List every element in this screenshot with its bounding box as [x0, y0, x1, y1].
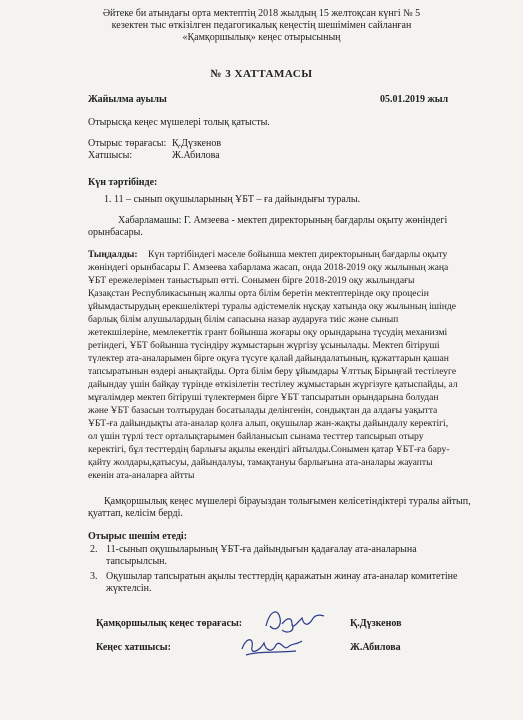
- agenda-heading: Күн тәртібінде:: [88, 177, 158, 188]
- listened-line: жетекшілеріне, мемлекеттік грант бойынша жоғары оқу орындарына түсудің механизмі: [88, 327, 448, 338]
- speaker-line-1: Хабарламашы: Г. Амзеева - мектеп директорының бағдарлы оқыту жөніндегі: [118, 215, 448, 226]
- sign-secretary-label: Кеңес хатшысы:: [96, 642, 171, 653]
- chair-label: Отырыс төрағасы:: [88, 138, 167, 149]
- listened-line: ҰБТ-ға дайындықты ата-аналар қолға алып, оқушылар жан-жақты дайындалу керектігі,: [88, 418, 449, 429]
- listened-line: барлық білім алушылардың білім сапасына назар аударуға тиіс және сынып: [88, 314, 399, 325]
- decision-number: 2.: [90, 544, 98, 555]
- listened-line: дайындау үшін байқау түрінде өткізілетін тестілеу жұмыстарын жүргізуге қатыспайды, ал: [88, 379, 458, 390]
- council-note-line-2: қуаттап, келісім берді.: [88, 508, 183, 519]
- secretary-name: Ж.Абилова: [172, 150, 220, 161]
- attendance-note: Отырысқа кеңес мүшелері толық қатысты.: [88, 117, 270, 128]
- decision-line: тапсырылсын.: [106, 556, 168, 567]
- decision-line: 11-сынып оқушыларының ҰБТ-ға дайындығын қадағалау ата-аналарына: [106, 544, 417, 555]
- header-line-3: «Қамқоршылық» кеңес отырысының: [182, 32, 341, 43]
- listened-line: мұғалімдер мектеп бітіруші түлектермен бірге ҰБТ тапсыратын орындарына болудан: [88, 392, 439, 403]
- listened-line: және ҰБТ базасын толтырудан босатылады делінгенін, сондықтан да алдағы уақытта: [88, 405, 438, 416]
- place: Жайылма ауылы: [88, 94, 167, 105]
- decision-number: 3.: [90, 571, 98, 582]
- header-line-1: Әйтеке би атындағы орта мектептің 2018 жылдың 15 желтоқсан күнгі № 5: [102, 8, 421, 19]
- listened-line: жөніндегі орынбасары Г. Амзеева хабарлама жасап, онда 2018-2019 оқу жылының жаңа: [88, 262, 449, 273]
- listened-line: екенін ата-аналарға айтты: [88, 470, 195, 481]
- protocol-title: № 3 ХАТТАМАСЫ: [210, 68, 313, 80]
- speaker-line-2: орынбасары.: [88, 227, 143, 238]
- listened-line: ұйымдастырудың ерекшеліктері туралы әдістемелік нұсқау хатында оқу жылының ішінде: [88, 301, 456, 312]
- listened-line: ретіндегі, ҰБТ бойынша түсіндіру жұмыстарын жүргізу ұсынылады. Мектеп бітіруші: [88, 340, 440, 351]
- listened-line: Күн тәртібіндегі мәселе бойынша мектеп директорының бағдарлы оқыту: [148, 249, 448, 260]
- listened-line: тапсыратынын өздері анықтайды. Орта білім беру ұйымдары Ұлттық Бірыңғай тестілеуге: [88, 366, 457, 377]
- agenda-item: 1. 11 – сынып оқушыларының ҰБТ – ға дайындығы туралы.: [104, 194, 361, 205]
- council-note-line-1: Қамқоршылық кеңес мүшелері бірауыздан толығымен келісетіндіктері туралы айтып,: [104, 496, 471, 507]
- sign-chair-name: Қ.Дүзкенов: [350, 618, 402, 629]
- listened-line: түлектер ата-аналарымен бірге оқуға түсуге қалай дайындалатының, құжаттарын қашан: [88, 353, 449, 364]
- secretary-label: Хатшысы:: [88, 150, 133, 161]
- header-line-2: кезектен тыс өткізілген педагогикалық кеңестің шешімімен сайланған: [111, 20, 412, 31]
- listened-line: ҰБТ ережелерімен таныстырып өтті. Сонымен бірге 2018-2019 оқу жылындағы: [88, 275, 415, 286]
- decision-line: жүктелсін.: [106, 583, 152, 594]
- listened-label: Тыңдалды:: [88, 249, 138, 260]
- sign-chair-label: Қамқоршылық кеңес төрағасы:: [96, 618, 243, 629]
- decision-heading: Отырыс шешім етеді:: [88, 531, 188, 542]
- listened-line: керектігі, бұл тесттердің барлығы ақылы екендігі айтылды.Сонымен қатар ҰБТ-ға бару-: [88, 444, 450, 455]
- listened-line: Қазақстан Республикасының жалпы орта білім беретін мектептерінде оқу процесін: [88, 288, 429, 299]
- listened-line: ол үшін түрлі тест орталықтарымен байланысып сынама тесттер тапсырып отыру: [88, 431, 424, 442]
- chair-name: Қ.Дүзкенов: [172, 138, 222, 149]
- sign-secretary-name: Ж.Абилова: [350, 642, 401, 653]
- date: 05.01.2019 жыл: [380, 94, 449, 105]
- decision-line: Оқушылар тапсыратын ақылы тесттердің қаражатын жинау ата-аналар комитетіне: [106, 571, 458, 582]
- secretary-signature: [236, 631, 308, 661]
- listened-line: қайту жолдары,қатысуы, дайындалуы, тамақтануы барлығына ата-аналары жауапты: [88, 457, 433, 468]
